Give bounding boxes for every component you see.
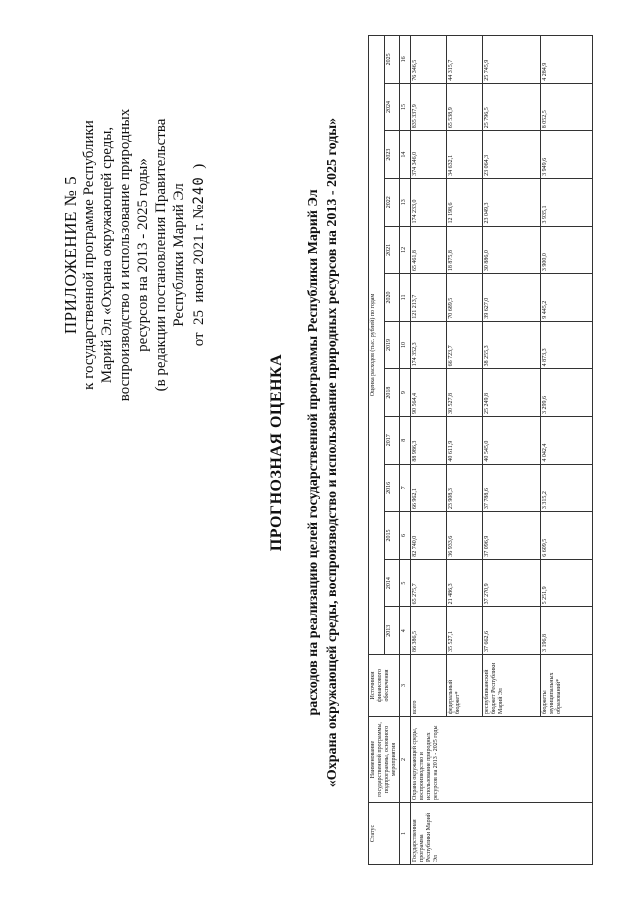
value-cell: 12 198,6 [447, 178, 483, 226]
year-header: 2024 [384, 83, 400, 131]
value-cell: 90 564,4 [411, 369, 447, 417]
index-cell: 6 [400, 512, 411, 560]
value-cell: 3 299,6 [541, 369, 593, 417]
value-cell: 70 689,5 [447, 274, 483, 322]
col-source-header: Источники финансового обеспечения [369, 655, 400, 717]
appendix-line: ресурсов на 2013 - 2025 годы» [135, 158, 151, 352]
index-cell: 2 [400, 717, 411, 803]
index-cell: 8 [400, 416, 411, 464]
appendix-block [62, 45, 208, 465]
date-close: ) [191, 163, 207, 169]
value-cell: 4 042,4 [541, 416, 593, 464]
year-header: 2015 [384, 512, 400, 560]
value-cell: 65 461,8 [411, 226, 447, 274]
table-row [411, 36, 447, 865]
value-cell: 44 315,7 [447, 36, 483, 84]
appendix-date-line [190, 45, 208, 465]
status-cell: Государственная программа Республики Марий Эл [411, 803, 593, 865]
value-cell: 174 233,0 [411, 178, 447, 226]
value-cell: 37 662,6 [483, 607, 541, 655]
date-from: от [191, 332, 207, 347]
value-cell: 23 064,3 [483, 131, 541, 179]
value-cell: 121 213,7 [411, 274, 447, 322]
year-header: 2014 [384, 559, 400, 607]
value-cell: 25 745,9 [483, 36, 541, 84]
value-cell: 4 873,3 [541, 321, 593, 369]
index-cell: 15 [400, 83, 411, 131]
value-cell: 40 611,9 [447, 416, 483, 464]
value-cell: 37 270,9 [483, 559, 541, 607]
appendix-line: воспроизводство и использование природных [117, 108, 133, 402]
appendix-title: ПРИЛОЖЕНИЕ № 5 [61, 175, 80, 335]
value-cell: 66 723,7 [447, 321, 483, 369]
value-cell: 3 900,0 [541, 226, 593, 274]
value-cell: 25 796,5 [483, 83, 541, 131]
value-cell: 8 052,5 [541, 83, 593, 131]
value-cell: 65 538,9 [447, 83, 483, 131]
value-cell: 37 096,9 [483, 512, 541, 560]
value-cell: 6 609,5 [541, 512, 593, 560]
value-cell: 835 337,9 [411, 83, 447, 131]
index-cell: 14 [400, 131, 411, 179]
value-cell: 40 545,0 [483, 416, 541, 464]
appendix-line: к государственной программе Республики [81, 120, 97, 390]
index-cell: 4 [400, 607, 411, 655]
value-cell: 66 962,1 [411, 464, 447, 512]
value-cell: 23 908,3 [447, 464, 483, 512]
value-cell: 3 196,8 [541, 607, 593, 655]
value-cell: 3 315,2 [541, 464, 593, 512]
index-cell: 9 [400, 369, 411, 417]
year-header: 2022 [384, 178, 400, 226]
year-header: 2021 [384, 226, 400, 274]
year-header: 2025 [384, 36, 400, 84]
index-cell: 5 [400, 559, 411, 607]
appendix-line: Республики Марий Эл [171, 183, 187, 327]
value-cell: 30 527,8 [447, 369, 483, 417]
col-name-header: Наименование государственной программы, подпрограммы, основного мероприятия [369, 717, 400, 803]
year-header: 2018 [384, 369, 400, 417]
value-cell: 76 346,5 [411, 36, 447, 84]
value-cell: 30 886,0 [483, 226, 541, 274]
value-cell: 86 386,5 [411, 607, 447, 655]
source-cell: бюджеты муниципальных образований* [541, 655, 593, 717]
year-header: 2019 [384, 321, 400, 369]
col-estimate-header: Оценка расходов (тыс. рублей) по годам [369, 36, 385, 655]
resolution-number: 240 [191, 176, 207, 205]
source-cell: федеральный бюджет* [447, 655, 483, 717]
value-cell: 21 486,3 [447, 559, 483, 607]
value-cell: 9 445,2 [541, 274, 593, 322]
year-header: 2016 [384, 464, 400, 512]
value-cell: 4 284,9 [541, 36, 593, 84]
value-cell: 82 740,0 [411, 512, 447, 560]
index-cell: 3 [400, 655, 411, 717]
value-cell: 88 986,3 [411, 416, 447, 464]
year-header: 2013 [384, 607, 400, 655]
index-cell: 12 [400, 226, 411, 274]
program-name-cell: Охрана окружающей среды, воспроизводство и использование природных ресурсов на 2013 - 2025 годы [411, 717, 593, 803]
source-cell: всего [411, 655, 447, 717]
value-cell: 374 346,0 [411, 131, 447, 179]
page-subtitle-1: расходов на реализацию целей государственной программы Республики Марий Эл [306, 189, 321, 716]
source-cell: республиканский бюджет Республики Марий Эл [483, 655, 541, 717]
value-cell: 35 527,1 [447, 607, 483, 655]
index-cell: 16 [400, 36, 411, 84]
value-cell: 34 632,1 [447, 131, 483, 179]
value-cell: 39 627,0 [483, 274, 541, 322]
value-cell: 36 933,6 [447, 512, 483, 560]
value-cell: 23 049,3 [483, 178, 541, 226]
appendix-line: (в редакции постановления Правительства [153, 118, 169, 392]
date-day: 25 [191, 309, 207, 325]
year-header: 2017 [384, 416, 400, 464]
estimate-table [368, 35, 593, 865]
index-cell: 1 [400, 803, 411, 865]
col-status-header: Статус [369, 803, 400, 865]
value-cell: 174 352,3 [411, 321, 447, 369]
index-cell: 10 [400, 321, 411, 369]
date-rest: июня 2021 г. № [191, 204, 207, 303]
index-cell: 7 [400, 464, 411, 512]
index-cell: 11 [400, 274, 411, 322]
appendix-line: Марий Эл «Охрана окружающей среды, [99, 126, 115, 384]
index-row [400, 36, 411, 865]
value-cell: 38 255,3 [483, 321, 541, 369]
value-cell: 65 275,7 [411, 559, 447, 607]
value-cell: 3 949,6 [541, 131, 593, 179]
year-header: 2023 [384, 131, 400, 179]
header-row [369, 36, 385, 865]
page-title: ПРОГНОЗНАЯ ОЦЕНКА [268, 353, 285, 552]
value-cell: 18 875,8 [447, 226, 483, 274]
index-cell: 13 [400, 178, 411, 226]
value-cell: 25 249,8 [483, 369, 541, 417]
value-cell: 5 251,9 [541, 559, 593, 607]
value-cell: 37 788,6 [483, 464, 541, 512]
value-cell: 3 935,1 [541, 178, 593, 226]
page-subtitle-2: «Охрана окружающей среды, воспроизводство и использование природных ресурсов на 2013 - 2025 годы» [325, 117, 340, 788]
year-header: 2020 [384, 274, 400, 322]
